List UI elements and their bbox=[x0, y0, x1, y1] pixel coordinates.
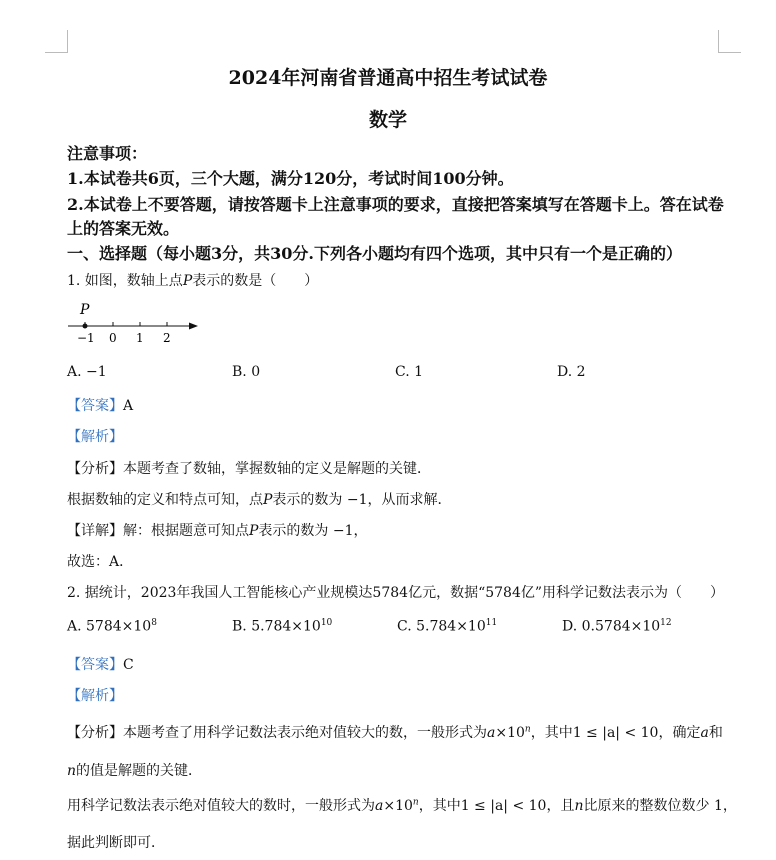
q2-fenxi-line-3: 用科学记数法表示绝对值较大的数时，一般形式为$a\times 10^n$，其中1 ≤ |a| < 10，且n比原来的整数位数少 1， bbox=[67, 797, 737, 814]
q2-stem: 2. 据统计，2023年我国人工智能核心产业规模达5784亿元，数据“5784亿”用科学记数法表示为（ ） bbox=[67, 585, 725, 601]
notice-item-2-line-1: 2.本试卷上不要答题，请按答题卡上注意事项的要求，直接把答案填写在答题卡上。答在试卷 bbox=[67, 195, 724, 214]
q1-answer: 【答案】A bbox=[67, 398, 134, 414]
q2-option-c: C. $5.784\times 10^{11}$ bbox=[397, 618, 498, 635]
q2-option-a: A. $5784\times 10^8$ bbox=[67, 618, 157, 635]
section-1-heading: 一、选择题（每小题3分，共30分.下列各小题均有四个选项，其中只有一个是正确的） bbox=[67, 244, 682, 263]
crop-mark-top-right bbox=[718, 30, 741, 53]
crop-mark-top-left bbox=[45, 30, 68, 53]
q1-option-a: A. −1 bbox=[67, 364, 107, 380]
number-line-tick-label: 0 bbox=[109, 331, 117, 345]
number-line-tick-label: 2 bbox=[163, 331, 171, 345]
q1-fenxi: 【分析】本题考查了数轴，掌握数轴的定义是解题的关键． bbox=[67, 461, 431, 477]
number-line-point-p bbox=[83, 324, 88, 329]
number-line-tick-label: 1 bbox=[136, 331, 144, 345]
q1-number-line-figure bbox=[60, 298, 210, 348]
q1-fenxi-line-2: 根据数轴的定义和特点可知，点P表示的数为 −1，从而求解． bbox=[67, 492, 452, 508]
number-line-point-label: P bbox=[80, 302, 90, 318]
notice-item-1: 1.本试卷共6页，三个大题，满分120分，考试时间100分钟。 bbox=[67, 169, 514, 188]
exam-title: 2024年河南省普通高中招生考试试卷 bbox=[228, 67, 548, 89]
q1-option-c: C. 1 bbox=[395, 364, 424, 380]
q2-option-d: D. $0.5784\times 10^{12}$ bbox=[562, 618, 672, 635]
q2-answer: 【答案】C bbox=[67, 657, 134, 673]
q2-analysis-tag: 【解析】 bbox=[67, 688, 123, 704]
subject-title: 数学 bbox=[368, 109, 407, 131]
q1-xiangjie: 【详解】解：根据题意可知点P表示的数为 −1， bbox=[67, 523, 368, 539]
notice-item-2-line-2: 上的答案无效。 bbox=[67, 219, 180, 238]
q1-option-d: D. 2 bbox=[557, 364, 586, 380]
q2-fenxi: 【分析】本题考查了用科学记数法表示绝对值较大的数，一般形式为$a\times 10^n$，其中1 ≤ |a| < 10，确定a和 bbox=[67, 724, 723, 741]
q2-fenxi-line-4: 据此判断即可． bbox=[67, 835, 165, 851]
q1-option-b: B. 0 bbox=[232, 364, 261, 380]
number-line-arrow bbox=[189, 323, 198, 330]
q1-stem: 1. 如图，数轴上点P表示的数是（ ） bbox=[67, 273, 319, 289]
q1-analysis-tag: 【解析】 bbox=[67, 429, 123, 445]
number-line-tick-label: −1 bbox=[77, 331, 95, 345]
q2-option-b: B. $5.784\times 10^{10}$ bbox=[232, 618, 333, 635]
q2-fenxi-line-2: n的值是解题的关键． bbox=[67, 763, 203, 779]
q1-choose: 故选：A． bbox=[67, 554, 134, 570]
notice-heading: 注意事项： bbox=[67, 144, 148, 163]
